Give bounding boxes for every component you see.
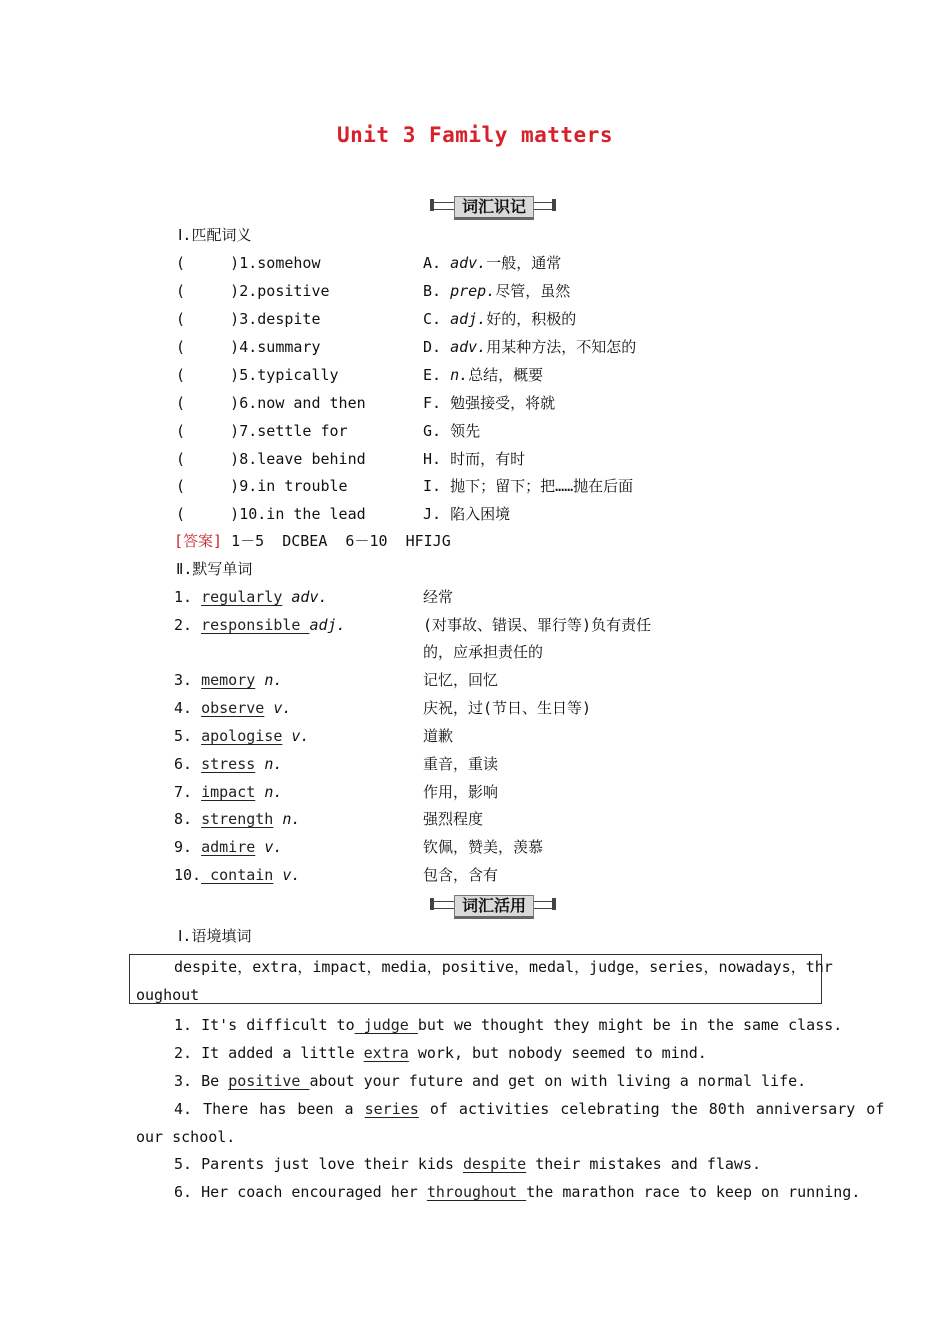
- section-heading-matching: Ⅰ.匹配词义: [178, 226, 252, 244]
- sentence-text: 2. It added a little: [174, 1044, 364, 1062]
- matching-definition: [423, 281, 570, 301]
- fill-sentence: [174, 1043, 707, 1063]
- matching-word: ( )2.positive: [176, 282, 330, 300]
- banner-end: [552, 199, 556, 211]
- part-of-speech: v.: [291, 727, 310, 745]
- answer-word: despite: [462, 1155, 527, 1173]
- sentence-text: the marathon race to keep on running.: [526, 1183, 861, 1201]
- matching-word: ( )1.somehow: [176, 254, 321, 272]
- fill-sentence: [174, 1182, 860, 1202]
- part-of-speech: n.: [264, 671, 283, 689]
- option-letter: E.: [423, 366, 442, 384]
- definition-text: 勉强接受，将就: [450, 394, 556, 412]
- sentence-text: 3. Be: [174, 1072, 229, 1090]
- fill-sentence: [174, 1015, 842, 1035]
- dictation-item: [174, 865, 300, 885]
- banner-label: 词汇识记: [454, 196, 534, 220]
- sentence-text: their mistakes and flaws.: [526, 1155, 762, 1173]
- page-title: Unit 3 Family matters: [336, 123, 613, 147]
- answer-word: positive: [228, 1072, 310, 1090]
- fill-sentence: [174, 1099, 884, 1119]
- answer-word: extra: [363, 1044, 409, 1062]
- answer-word: admire: [201, 838, 256, 856]
- option-letter: A.: [423, 254, 442, 272]
- banner-end: [430, 199, 434, 211]
- definition-text: 领先: [450, 422, 481, 440]
- dictation-definition: 道歉: [423, 727, 454, 745]
- answer-word: observe: [201, 699, 265, 717]
- answer-label: [答案]: [174, 532, 223, 550]
- dictation-definition: 经常: [423, 588, 454, 606]
- dictation-item: [174, 837, 282, 857]
- matching-definition: [423, 337, 636, 357]
- part-of-speech: n.: [282, 810, 301, 828]
- item-number: 3.: [174, 671, 193, 689]
- item-number: 1.: [174, 588, 193, 606]
- sentence-text: 6. Her coach encouraged her: [174, 1183, 427, 1201]
- option-letter: H.: [423, 450, 442, 468]
- answer-word: throughout: [426, 1183, 527, 1201]
- definition-text: 陷入困境: [450, 505, 511, 523]
- definition-text: 用某种方法，不知怎的: [486, 338, 637, 356]
- answer-word: series: [364, 1100, 419, 1118]
- part-of-speech: adj.: [450, 310, 487, 328]
- part-of-speech: adj.: [309, 616, 346, 634]
- dictation-item: [174, 615, 346, 635]
- item-number: 8.: [174, 810, 193, 828]
- matching-definition: [423, 365, 543, 385]
- matching-word: ( )4.summary: [176, 338, 321, 356]
- section-banner-vocab-memory: [430, 196, 556, 218]
- fill-sentence: [174, 1154, 761, 1174]
- matching-definition: [423, 309, 576, 329]
- answer-word: responsible: [201, 616, 310, 634]
- item-number: 4.: [174, 699, 193, 717]
- word-bank-line: oughout: [136, 986, 200, 1004]
- option-letter: J.: [423, 505, 442, 523]
- banner-label: 词汇活用: [454, 895, 534, 919]
- matching-definition: [423, 449, 525, 469]
- fill-sentence-continued: our school.: [136, 1128, 236, 1146]
- matching-definition: [423, 421, 480, 441]
- fill-sentence: [174, 1071, 806, 1091]
- answer-word: memory: [201, 671, 256, 689]
- dictation-definition: (对事故、错误、罪行等)负有责任: [423, 616, 652, 634]
- dictation-definition: 强烈程度: [423, 810, 484, 828]
- matching-word: ( )5.typically: [176, 366, 339, 384]
- answer-word: apologise: [201, 727, 283, 745]
- sentence-text: of activities celebrating the 80th anniversary of: [418, 1100, 885, 1118]
- part-of-speech: v.: [282, 866, 301, 884]
- banner-end: [552, 898, 556, 910]
- banner-end: [430, 898, 434, 910]
- dictation-item: [174, 587, 328, 607]
- sentence-text: 4. There has been a: [174, 1100, 365, 1118]
- option-letter: C.: [423, 310, 442, 328]
- matching-word: ( )7.settle for: [176, 422, 348, 440]
- option-letter: D.: [423, 338, 442, 356]
- definition-text: 总结，概要: [468, 366, 544, 384]
- answer-word: impact: [201, 783, 256, 801]
- option-letter: F.: [423, 394, 442, 412]
- dictation-item: [174, 754, 282, 774]
- word-bank-line: despite，extra，impact，media，positive，medal，judge，series，nowadays，thr: [174, 958, 833, 976]
- section-banner-vocab-usage: [430, 895, 556, 917]
- dictation-definition: 作用，影响: [423, 783, 499, 801]
- dictation-item: [174, 670, 282, 690]
- answer-word: stress: [201, 755, 256, 773]
- item-number: 9.: [174, 838, 193, 856]
- dictation-item: [174, 809, 300, 829]
- item-number: 7.: [174, 783, 193, 801]
- dictation-item: [174, 726, 309, 746]
- dictation-definition: 记忆，回忆: [423, 671, 499, 689]
- part-of-speech: n.: [264, 755, 283, 773]
- part-of-speech: adv.: [291, 588, 328, 606]
- part-of-speech: prep.: [450, 282, 496, 300]
- matching-definition: [423, 253, 561, 273]
- answer-line: [174, 531, 451, 551]
- answer-word: judge: [354, 1016, 418, 1034]
- part-of-speech: v.: [273, 699, 292, 717]
- dictation-definition: 钦佩，赞美，羡慕: [423, 838, 544, 856]
- matching-word: ( )8.leave behind: [176, 450, 366, 468]
- matching-definition: [423, 393, 555, 413]
- definition-text: 尽管，虽然: [495, 282, 571, 300]
- definition-text: 时而，有时: [450, 450, 526, 468]
- dictation-item: [174, 698, 291, 718]
- dictation-item: [174, 782, 282, 802]
- item-number: 5.: [174, 727, 193, 745]
- dictation-definition: 包含，含有: [423, 866, 499, 884]
- matching-word: ( )10.in the lead: [176, 505, 366, 523]
- item-number: 10.: [174, 866, 202, 884]
- matching-word: ( )6.now and then: [176, 394, 366, 412]
- item-number: 6.: [174, 755, 193, 773]
- answer-word: regularly: [201, 588, 283, 606]
- matching-definition: [423, 476, 633, 496]
- answer-word: strength: [201, 810, 274, 828]
- part-of-speech: n.: [264, 783, 283, 801]
- dictation-definition-continued: 的，应承担责任的: [423, 643, 544, 661]
- part-of-speech: v.: [264, 838, 283, 856]
- section-heading-dictation: Ⅱ.默写单词: [176, 560, 253, 578]
- sentence-text: but we thought they might be in the same class.: [417, 1016, 843, 1034]
- part-of-speech: n.: [450, 366, 469, 384]
- section-heading-context-fill: Ⅰ.语境填词: [178, 927, 252, 945]
- sentence-text: work, but nobody seemed to mind.: [408, 1044, 707, 1062]
- definition-text: 抛下；留下；把……抛在后面: [450, 477, 634, 495]
- answer-word: contain: [201, 866, 274, 884]
- matching-word: ( )9.in trouble: [176, 477, 348, 495]
- definition-text: 一般，通常: [486, 254, 562, 272]
- dictation-definition: 庆祝，过(节日、生日等): [423, 699, 592, 717]
- option-letter: B.: [423, 282, 442, 300]
- item-number: 2.: [174, 616, 193, 634]
- sentence-text: about your future and get on with living a normal life.: [309, 1072, 807, 1090]
- dictation-definition: 重音，重读: [423, 755, 499, 773]
- option-letter: G.: [423, 422, 442, 440]
- part-of-speech: adv.: [450, 254, 487, 272]
- option-letter: I.: [423, 477, 442, 495]
- part-of-speech: adv.: [450, 338, 487, 356]
- matching-definition: [423, 504, 510, 524]
- sentence-text: 5. Parents just love their kids: [174, 1155, 463, 1173]
- definition-text: 好的，积极的: [486, 310, 577, 328]
- sentence-text: 1. It's difficult to: [174, 1016, 355, 1034]
- matching-word: ( )3.despite: [176, 310, 321, 328]
- answer-text: 1－5 DCBEA 6－10 HFIJG: [222, 532, 451, 550]
